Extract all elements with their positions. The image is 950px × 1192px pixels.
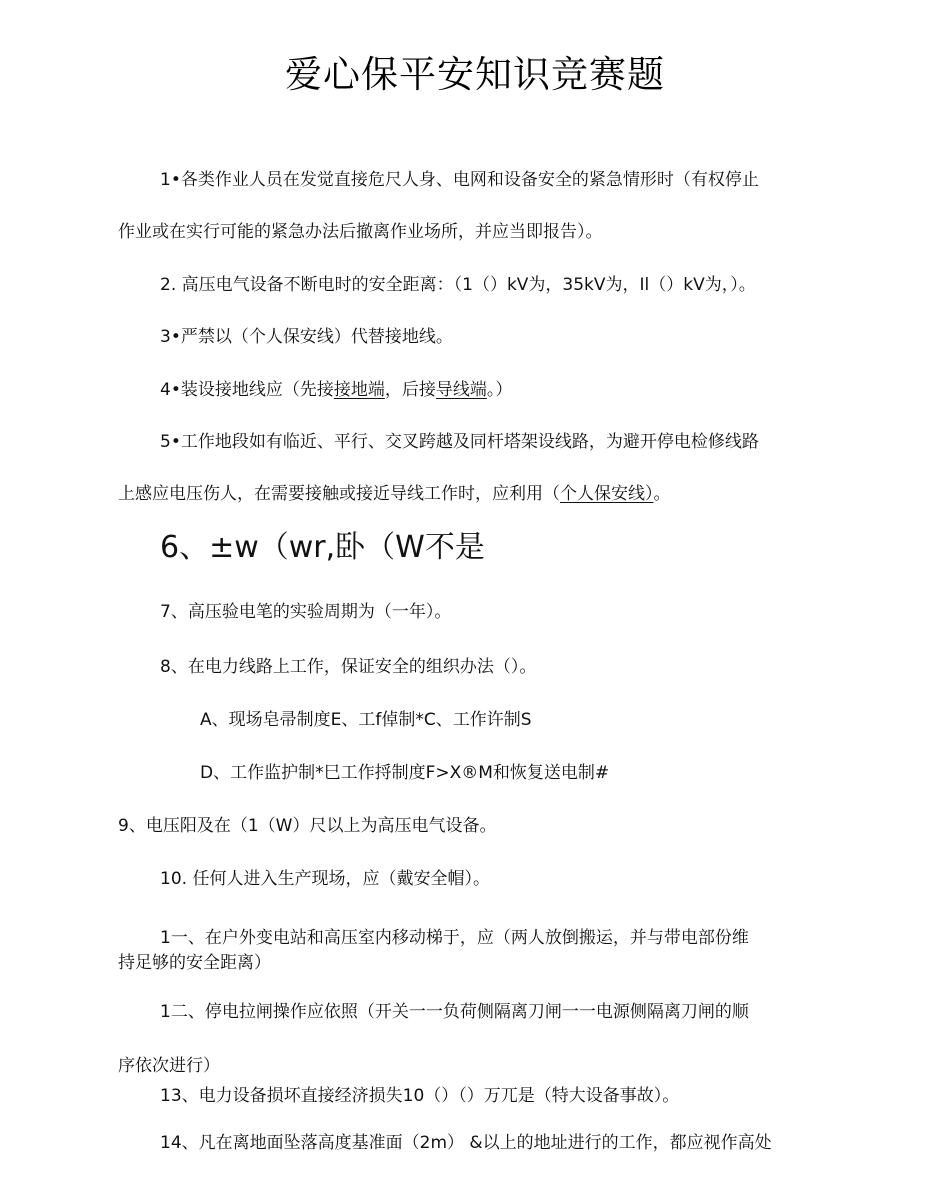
q6-text: 6、±w（wr,卧（W不是 [160,530,485,565]
q7-text: 7、高压验电笔的实验周期为（一年）。 [160,602,452,622]
q12-line1: 1二、停电拉闸操作应依照（开关一一负荷侧隔离刀闸一一电源侧隔离刀闸的顺 [160,1002,749,1022]
q5-line2-pre: 上感应电压伤人，在需要接触或接近导线工作时，应利用（ [118,484,560,504]
q4-post: 。） [486,380,513,400]
q5-line2-post: 。 [653,484,671,504]
q4-mid: ，后接 [384,380,436,400]
q8-option-a: A、现场皂帚制度E、工f倬制*C、工作许制S [200,710,532,730]
q11-line2: 持足够的安全距离） [118,953,271,973]
q9-text: 9、电压阳及在（1（W）尺以上为高压电气设备。 [118,816,497,836]
q4-pre: 4•装设接地线应（先接 [160,380,334,400]
q2-text: 2. 高压电气设备不断电时的安全距离：（1（）kV为，35kV为，Il（）kV为，）。 [160,275,756,295]
q4-underlined-conductor-end: 导线端 [435,380,487,400]
page-title: 爱心保平安知识竞赛题 [285,53,665,96]
q1-line2: 作业或在实行可能的紧急办法后撤离作业场所，并应当即报告）。 [118,222,603,242]
q4-underlined-ground-end: 接地端 [333,380,385,400]
q8-stem: 8、在电力线路上工作，保证安全的组织办法（）。 [160,657,537,677]
q1-line1: 1•各类作业人员在发觉直接危尺人身、电网和设备安全的紧急情形时（有权停止 [160,170,759,190]
q4-text [160,378,512,402]
q13-text: 13、电力设备损坏直接经济损失10（）（）万兀是（特大设备事故）。 [160,1086,680,1106]
q14-text: 14、凡在离地面坠落高度基准面（2m） &以上的地址进行的工作，都应视作高处 [160,1133,772,1153]
q3-text: 3•严禁以（个人保安线）代替接地线。 [160,327,453,347]
q8-option-d: D、工作监护制*巳工作捋制度F>X®M和恢复送电制# [200,763,610,783]
q5-line2 [118,482,671,506]
q10-text: 10. 任何人进入生产现场，应（戴安全帽）。 [160,869,490,889]
q12-line2: 序依次进行） [118,1056,220,1076]
q5-line1: 5•工作地段如有临近、平行、交叉跨越及同杆塔架设线路，为避开停电检修线路 [160,432,759,452]
q11-line1: 1一、在户外变电站和高压室内移动梯于，应（两人放倒搬运，并与带电部份维 [160,928,749,948]
q5-underlined-answer: 个人保安线） [560,484,654,504]
